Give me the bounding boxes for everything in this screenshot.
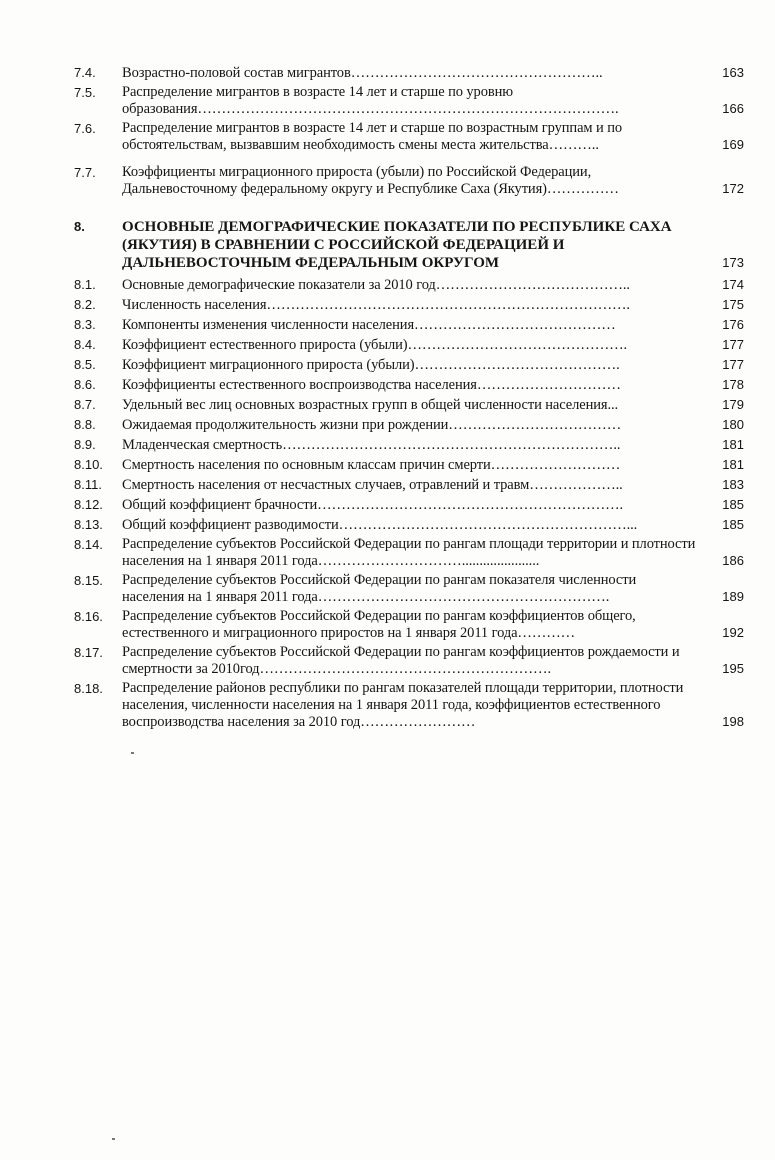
entry-title: Коэффициент естественного прироста (убыли)………………………………………. [122, 337, 628, 353]
entry-number: 8.3. [74, 317, 96, 332]
entry-number: 8.1. [74, 277, 96, 292]
entry-number: 8.14. [74, 537, 103, 552]
entry-title: Возрастно-половой состав мигрантов…………………………………………….. [122, 65, 603, 81]
entry-title: Коэффициенты миграционного прироста (убыли) по Российской Федерации, Дальневосточному федеральному округу и Республике Саха (Якутия)…………… [122, 164, 619, 197]
toc-entry-8-3 [74, 316, 744, 334]
section-number: 8. [74, 219, 85, 234]
entry-page: 177 [722, 357, 744, 372]
entry-page: 169 [722, 137, 744, 152]
toc-entry-7-5 [74, 84, 744, 118]
toc-section-8 [74, 218, 744, 272]
entry-page: 189 [722, 589, 744, 604]
entry-title: Ожидаемая продолжительность жизни при рождении……………………………… [122, 417, 622, 433]
entry-number: 8.13. [74, 517, 103, 532]
entry-page: 185 [722, 497, 744, 512]
entry-number: 8.18. [74, 681, 103, 696]
entry-number: 8.5. [74, 357, 96, 372]
entry-title: Распределение мигрантов в возрасте 14 лет и старше по возрастным группам и по обстоятельствам, вызвавшим необходимость смены места жительства……….. [122, 120, 622, 153]
entry-page: 183 [722, 477, 744, 492]
entry-number: 8.2. [74, 297, 96, 312]
entry-number: 8.9. [74, 437, 96, 452]
entry-title: Компоненты изменения численности населения…………………………………… [122, 317, 616, 333]
section-title: ОСНОВНЫЕ ДЕМОГРАФИЧЕСКИЕ ПОКАЗАТЕЛИ ПО РЕСПУБЛИКЕ САХА (ЯКУТИЯ) В СРАВНЕНИИ С РОССИЙСКОЙ ФЕДЕРАЦИЕЙ И ДАЛЬНЕВОСТОЧНЫМ ФЕДЕРАЛЬНЫМ ОКРУГОМ [122, 219, 672, 271]
toc-entry-8-17 [74, 644, 744, 678]
entry-title: Общий коэффициент разводимости……………………………………………………... [122, 517, 638, 533]
entry-title: Удельный вес лиц основных возрастных групп в общей численности населения... [122, 397, 619, 413]
entry-number: 8.15. [74, 573, 103, 588]
toc-entry-8-15 [74, 572, 744, 606]
entry-page: 166 [722, 101, 744, 116]
entry-number: 8.8. [74, 417, 96, 432]
toc-entry-8-5 [74, 356, 744, 374]
toc-entry-8-7 [74, 396, 744, 414]
toc-entry-7-6 [74, 120, 744, 154]
entry-title: Численность населения…………………………………………………………………. [122, 297, 630, 313]
entry-title: Коэффициенты естественного воспроизводства населения………………………… [122, 377, 621, 393]
toc-entry-8-4 [74, 336, 744, 354]
entry-page: 198 [722, 714, 744, 729]
entry-number: 8.6. [74, 377, 96, 392]
toc-entry-8-8 [74, 416, 744, 434]
toc-entry-8-18 [74, 680, 744, 731]
entry-page: 176 [722, 317, 744, 332]
toc-entry-8-10 [74, 456, 744, 474]
entry-page: 172 [722, 181, 744, 196]
toc-entry-8-13 [74, 516, 744, 534]
toc-entry-7-7 [74, 164, 744, 198]
entry-title: Распределение субъектов Российской Федерации по рангам показателя численности населения на 1 января 2011 года……………………………………………………. [122, 572, 637, 605]
entry-page: 175 [722, 297, 744, 312]
entry-page: 195 [722, 661, 744, 676]
entry-title: Смертность населения по основным классам причин смерти……………………… [122, 457, 621, 473]
entry-page: 186 [722, 553, 744, 568]
toc-entry-7-4 [74, 64, 744, 82]
entry-number: 7.5. [74, 85, 96, 100]
entry-title: Распределение мигрантов в возрасте 14 лет и старше по уровню образования……………………………………………………………………………. [122, 84, 619, 117]
toc-entry-8-16 [74, 608, 744, 642]
entry-page: 181 [722, 457, 744, 472]
entry-page: 174 [722, 277, 744, 292]
entry-number: 8.12. [74, 497, 103, 512]
entry-page: 180 [722, 417, 744, 432]
entry-title: Распределение районов республики по рангам показателей площади территории, плотности населения, численности населения на 1 января 2011 года, коэффициентов естественного воспроизводства населения за 2010 год…………………… [122, 680, 684, 730]
entry-title: Коэффициент миграционного прироста (убыли)……………………………………. [122, 357, 620, 373]
entry-page: 163 [722, 65, 744, 80]
entry-title: Смертность населения от несчастных случаев, отравлений и травм……………….. [122, 477, 623, 493]
entry-number: 8.4. [74, 337, 96, 352]
entry-title: Общий коэффициент брачности………………………………………………………. [122, 497, 624, 513]
entry-page: 178 [722, 377, 744, 392]
entry-number: 8.7. [74, 397, 96, 412]
entry-number: 8.16. [74, 609, 103, 624]
entry-number: 8.17. [74, 645, 103, 660]
toc-entry-8-2 [74, 296, 744, 314]
scan-speck [131, 752, 134, 754]
toc-entry-8-6 [74, 376, 744, 394]
toc-entry-8-14 [74, 536, 744, 570]
toc-entry-8-1 [74, 276, 744, 294]
toc-entry-8-11 [74, 476, 744, 494]
entry-page: 181 [722, 437, 744, 452]
entry-page: 185 [722, 517, 744, 532]
entry-number: 7.7. [74, 165, 96, 180]
entry-title: Младенческая смертность…………………………………………………………….. [122, 437, 621, 453]
toc-entry-8-9 [74, 436, 744, 454]
entry-number: 8.10. [74, 457, 103, 472]
entry-number: 8.11. [74, 477, 102, 492]
toc-entry-8-12 [74, 496, 744, 514]
entry-title: Распределение субъектов Российской Федерации по рангам коэффициентов рождаемости и смертности за 2010год……………………………………………………. [122, 644, 680, 677]
entry-title: Распределение субъектов Российской Федерации по рангам площади территории и плотности населения на 1 января 2011 года…………………………...................... [122, 536, 696, 569]
entry-number: 7.6. [74, 121, 96, 136]
entry-page: 177 [722, 337, 744, 352]
entry-page: 192 [722, 625, 744, 640]
entry-title: Основные демографические показатели за 2010 год………………………………….. [122, 277, 630, 293]
section-page: 173 [722, 255, 744, 270]
table-of-contents [74, 64, 744, 733]
entry-number: 7.4. [74, 65, 96, 80]
entry-page: 179 [722, 397, 744, 412]
entry-title: Распределение субъектов Российской Федерации по рангам коэффициентов общего, естественного и миграционного приростов на 1 января 2011 года………… [122, 608, 636, 641]
scan-speck [112, 1138, 115, 1140]
